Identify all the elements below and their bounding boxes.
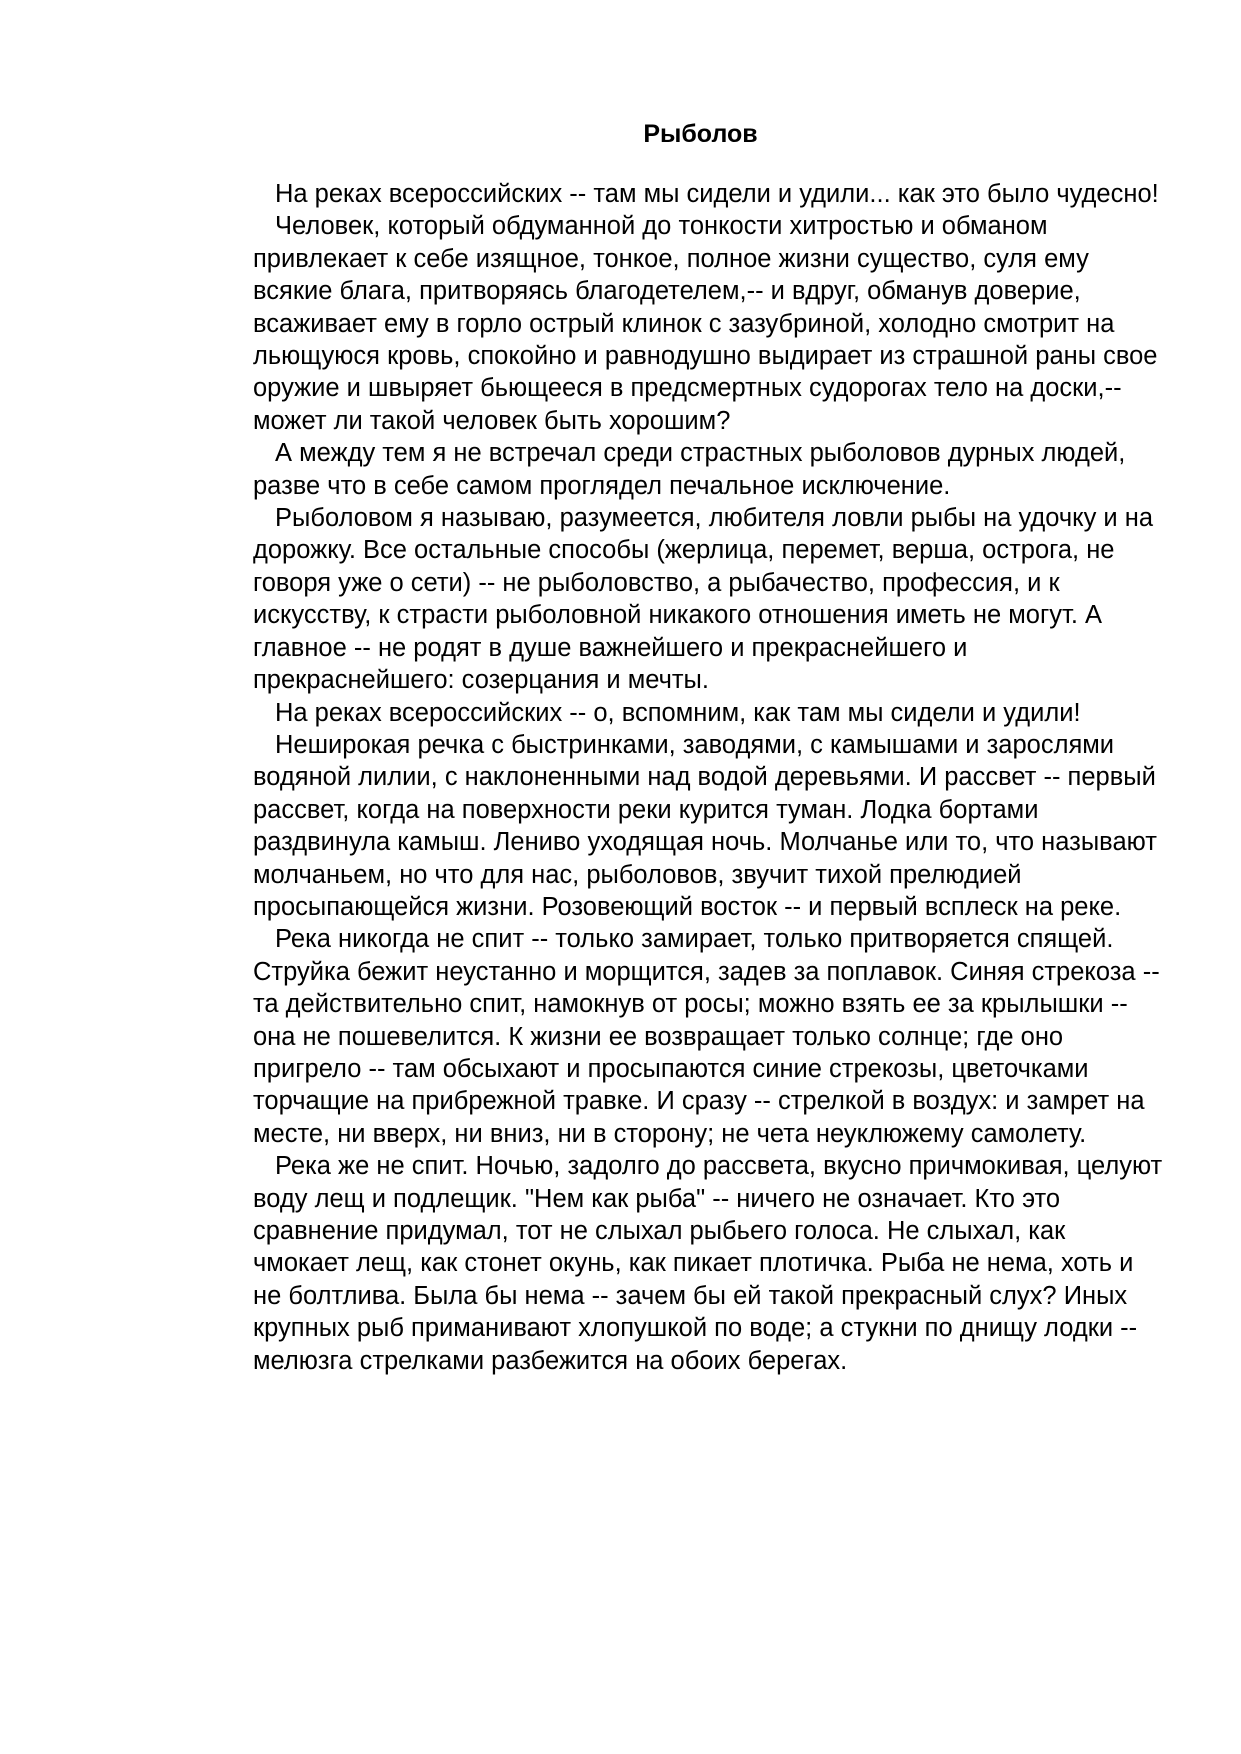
paragraph: На реках всероссийских -- там мы сидели и удили... как это было чудесно! [275, 180, 1159, 208]
page-title: Рыболов [643, 120, 758, 148]
paragraph: Река же не спит. Ночью, задолго до рассвета, вкусно причмокивая, целуют воду лещ и подлещик. "Нем как рыба" -- ничего не означает. Кто это сравнение придумал, тот не слыхал рыбьего голоса. Не слыхал, как чмокает лещ, как стонет окунь, как пикает плотичка. Рыба не нема, хоть и не болтлива. Была бы нема -- зачем бы ей такой прекрасный слух? Иных крупных рыб приманивают хлопушкой по воде; а стукни по днищу лодки -- мелюзга стрелками разбежится на обоих берегах. [253, 1152, 1163, 1375]
paragraph: А между тем я не встречал среди страстных рыболовов дурных людей, разве что в себе самом проглядел печальное исключение. [253, 439, 1126, 500]
document-body [253, 178, 1163, 1377]
paragraph: Человек, который обдуманной до тонкости хитростью и обманом привлекает к себе изящное, тонкое, полное жизни существо, суля ему всякие блага, притворяясь благодетелем,-- и вдруг, обманув доверие, всаживает ему в горло острый клинок с зазубриной, холодно смотрит на льющуюся кровь, спокойно и равнодушно выдирает из страшной раны свое оружие и швыряет бьющееся в предсмертных судорогах тело на доски,-- может ли такой человек быть хорошим? [253, 212, 1158, 435]
paragraph: Рыболовом я называю, разумеется, любителя ловли рыбы на удочку и на дорожку. Все остальные способы (жерлица, перемет, верша, острога, не говоря уже о сети) -- не рыболовство, а рыбачество, профессия, и к искусству, к страсти рыболовной никакого отношения иметь не могут. А главное -- не родят в душе важнейшего и прекраснейшего и прекраснейшего: созерцания и мечты. [253, 504, 1154, 695]
paragraph: На реках всероссийских -- о, вспомним, как там мы сидели и удили! [275, 698, 1081, 727]
paragraph: Неширокая речка с быстринками, заводями, с камышами и зарослями водяной лилии, с наклоненными над водой деревьями. И рассвет -- первый рассвет, когда на поверхности реки курится туман. Лодка бортами раздвинула камыш. Лениво уходящая ночь. Молчанье или то, что называют молчаньем, но что для нас, рыболовов, звучит тихой прелюдией просыпающейся жизни. Розовеющий восток -- и первый всплеск на реке. [253, 730, 1157, 921]
paragraph: Река никогда не спит -- только замирает, только притворяется спящей. Струйка бежит неустанно и морщится, задев за поплавок. Синяя стрекоза -- та действительно спит, намокнув от росы; можно взять ее за крылышки -- она не пошевелится. К жизни ее возвращает только солнце; где оно пригрело -- там обсыхают и просыпаются синие стрекозы, цветочками торчащие на прибрежной травке. И сразу -- стрелкой в воздух: и замрет на месте, ни вверх, ни вниз, ни в сторону; не чета неуклюжему самолету. [253, 925, 1160, 1148]
